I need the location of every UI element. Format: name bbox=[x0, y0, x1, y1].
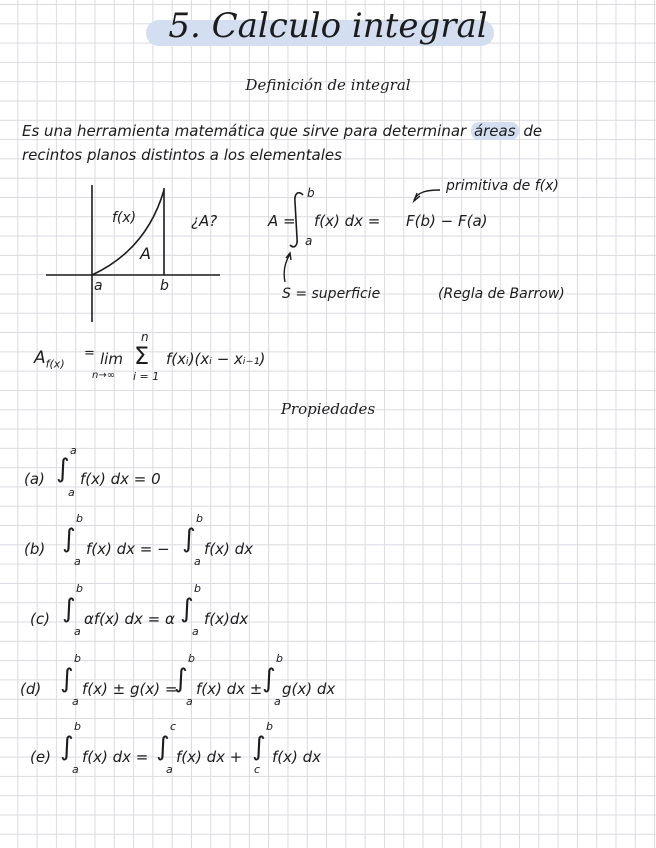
barrow-rule-label: (Regla de Barrow) bbox=[438, 286, 565, 302]
graph-b-label: b bbox=[160, 278, 169, 294]
property-b-expr-2: f(x) dx bbox=[204, 540, 254, 558]
upper-limit: c bbox=[170, 720, 177, 733]
sum-body: f(xᵢ)(xᵢ − xᵢ₋₁) bbox=[166, 350, 266, 368]
upper-limit: b bbox=[76, 512, 83, 525]
sum-lhs bbox=[34, 348, 65, 370]
lower-limit: c bbox=[254, 763, 261, 776]
definition-paragraph-line-2: recintos planos distintos a los elementales bbox=[22, 146, 342, 164]
sum-lhs-sub: f(x) bbox=[45, 357, 65, 371]
property-c-expr-2: f(x)dx bbox=[204, 610, 249, 628]
property-c-expr-1: αf(x) dx = α bbox=[84, 610, 175, 628]
property-b-label: (b) bbox=[24, 540, 46, 558]
property-a-label: (a) bbox=[24, 470, 45, 488]
upper-limit: b bbox=[188, 652, 195, 665]
graph-area-label: A bbox=[140, 244, 151, 263]
lower-limit: a bbox=[74, 555, 81, 568]
upper-limit: b bbox=[266, 720, 273, 733]
property-d-expr-1: f(x) ± g(x) = bbox=[82, 680, 178, 698]
barrow-upper-limit: b bbox=[307, 186, 315, 200]
upper-limit: a bbox=[70, 444, 77, 457]
lower-limit: a bbox=[68, 486, 75, 499]
integral-sign: ∫ bbox=[62, 524, 76, 554]
page-title: 5. Calculo integral bbox=[168, 6, 488, 46]
limit-label: lim bbox=[100, 350, 123, 368]
lower-limit: a bbox=[72, 763, 79, 776]
lower-limit: a bbox=[72, 695, 79, 708]
integral-sign: ∫ bbox=[60, 664, 74, 694]
integral-sign: ∫ bbox=[60, 732, 74, 762]
property-e-label: (e) bbox=[30, 748, 51, 766]
properties-heading: Propiedades bbox=[280, 400, 376, 418]
integral-sign: ∫ bbox=[252, 732, 266, 762]
function-curve bbox=[92, 190, 164, 275]
lower-limit: a bbox=[186, 695, 193, 708]
barrow-integrand: f(x) dx = bbox=[314, 212, 381, 230]
property-c-label: (c) bbox=[30, 610, 50, 628]
lower-limit: a bbox=[274, 695, 281, 708]
integral-sign: ∫ bbox=[262, 664, 276, 694]
paragraph-text: Es una herramienta matemática que sirve para determinar bbox=[22, 122, 471, 140]
primitive-note: primitiva de f(x) bbox=[446, 178, 559, 194]
barrow-rhs: F(b) − F(a) bbox=[406, 212, 488, 230]
upper-limit: b bbox=[74, 720, 81, 733]
graph-a-label: a bbox=[94, 278, 103, 294]
superficie-note: S = superficie bbox=[282, 286, 381, 302]
integral-sign: ∫ bbox=[180, 594, 194, 624]
sigma-symbol: Σ bbox=[134, 342, 150, 370]
lower-limit: a bbox=[166, 763, 173, 776]
graph-f-label: f(x) bbox=[112, 210, 137, 226]
highlighted-word: áreas bbox=[471, 122, 519, 140]
property-e-expr-3: f(x) dx bbox=[272, 748, 322, 766]
property-d-expr-3: g(x) dx bbox=[282, 680, 336, 698]
property-e-expr-2: f(x) dx + bbox=[176, 748, 243, 766]
property-a-expr: f(x) dx = 0 bbox=[80, 470, 161, 488]
sigma-lower: i = 1 bbox=[133, 370, 160, 383]
integral-sign: ∫ bbox=[182, 524, 196, 554]
sigma-upper: n bbox=[141, 330, 149, 344]
graph-question: ¿A? bbox=[191, 212, 218, 230]
upper-limit: b bbox=[194, 582, 201, 595]
upper-limit: b bbox=[74, 652, 81, 665]
lower-limit: a bbox=[194, 555, 201, 568]
integral-sign: ∫ bbox=[156, 732, 170, 762]
barrow-lhs: A = bbox=[268, 212, 296, 230]
barrow-lower-limit: a bbox=[305, 234, 313, 248]
upper-limit: b bbox=[196, 512, 203, 525]
upper-limit: b bbox=[276, 652, 283, 665]
integral-sign: ∫ bbox=[56, 454, 70, 484]
superficie-arrow bbox=[284, 254, 290, 282]
upper-limit: b bbox=[76, 582, 83, 595]
lower-limit: a bbox=[192, 625, 199, 638]
lower-limit: a bbox=[74, 625, 81, 638]
property-d-label: (d) bbox=[20, 680, 42, 698]
limit-subscript: n→∞ bbox=[92, 370, 116, 381]
integral-sign: ∫ bbox=[62, 594, 76, 624]
integral-sign: ∫ bbox=[174, 664, 188, 694]
paragraph-text-end: de bbox=[518, 122, 543, 140]
sum-lhs-a: A bbox=[34, 348, 46, 368]
property-d-expr-2: f(x) dx ± bbox=[196, 680, 263, 698]
property-b-expr-1: f(x) dx = − bbox=[86, 540, 170, 558]
sum-equals: = bbox=[84, 346, 95, 361]
definition-heading: Definición de integral bbox=[245, 76, 411, 94]
property-e-expr-1: f(x) dx = bbox=[82, 748, 149, 766]
